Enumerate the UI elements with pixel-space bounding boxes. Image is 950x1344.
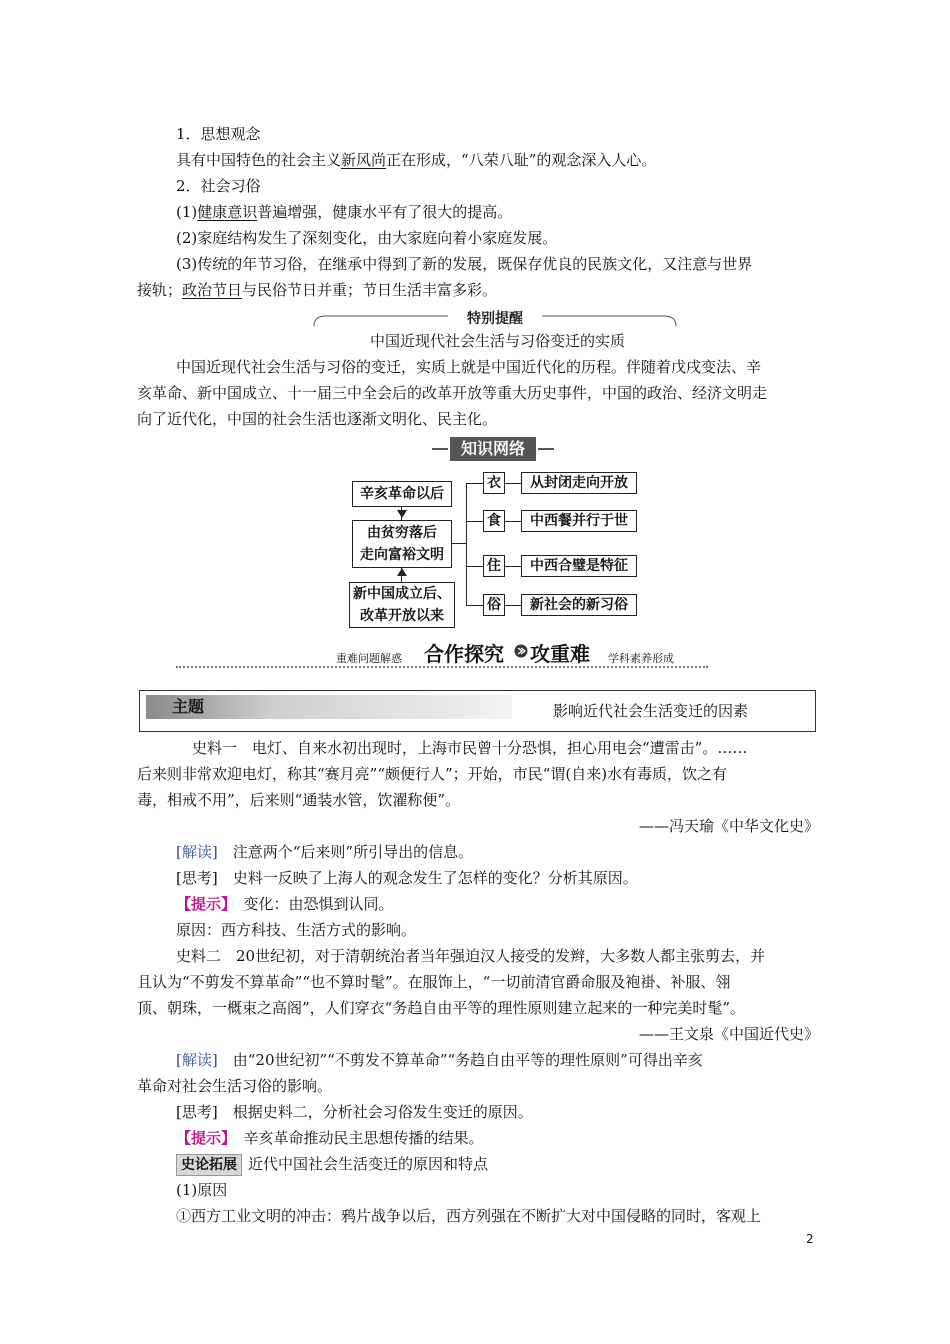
extension-title: 近代中国社会生活变迁的原因和特点 (248, 1155, 489, 1173)
banner-main-2: 攻重难 (530, 642, 590, 666)
reading-tag: [解读] (176, 843, 218, 861)
tip-line1: 中国近现代社会生活与习俗的变迁，实质上就是中国近代化的历程。伴随着戊戌变法、辛 (176, 358, 762, 376)
material2-line2: 且认为“不剪发不算革命”“也不算时髦”。在服饰上，“一切前清官爵命服及袍褂、补服、翎 (137, 973, 731, 991)
material2-line3: 顶、朝珠，一概束之高阁”，人们穿衣“务趋自由平等的理性原则建立起来的一种完美时髦”。 (137, 999, 746, 1017)
banner-line (432, 448, 448, 450)
connector-line (505, 521, 521, 522)
connector-line (466, 566, 483, 567)
reading-tag: [解读] (176, 1051, 218, 1069)
topic-label: 主题 (146, 695, 512, 719)
connector-line (466, 483, 467, 605)
think-text: 根据史料二，分析社会习俗发生变迁的原因。 (232, 1103, 533, 1121)
desc-clothing: 从封闭走向开放 (521, 472, 637, 494)
item-festival-line1: (3)传统的年节习俗，在继承中得到了新的发展，既保存优良的民族文化，又注意与世界 (176, 255, 753, 273)
banner-right-small: 学科素养形成 (608, 652, 674, 665)
node-after-revolution: 辛亥革命以后 (352, 481, 452, 507)
node-line: 改革开放以来 (360, 608, 444, 624)
category-housing: 住 (483, 555, 505, 577)
material1-reading (176, 839, 858, 865)
connector-line (452, 543, 466, 544)
hint-text: 变化：由恐惧到认同。 (243, 895, 394, 913)
connector-line (505, 605, 521, 606)
desc-food: 中西餐并行于世 (521, 510, 637, 532)
node-line: 由贫穷落后 (367, 525, 437, 541)
text: 具有中国特色的社会主义 (176, 151, 342, 169)
material1-line3: 毒，相戒不用”，后来则“通装水管，饮濯称便”。 (137, 791, 461, 809)
paragraph-new-trend (176, 147, 858, 173)
tip-title: 特别提醒 (448, 308, 542, 328)
node-new-china-reform (349, 582, 455, 628)
connector-line (466, 483, 483, 484)
text: 正在形成，“八荣八耻”的观念深入人心。 (386, 151, 657, 169)
material1-line2: 后来则非常欢迎电灯，称其“赛月亮”“颇便行人”；开始，市民“谓(自来)水有毒质，饮之有 (137, 765, 728, 783)
material2-reading-line2: 革命对社会生活习俗的影响。 (137, 1077, 333, 1095)
extension-heading (176, 1151, 858, 1177)
text: 与民俗节日并重；节日生活丰富多彩。 (242, 281, 498, 299)
node-line: 新中国成立后、 (353, 586, 451, 602)
tip-banner (312, 310, 678, 328)
banner-left-small: 重难问题解惑 (336, 652, 402, 665)
knowledge-network-title: 知识网络 (450, 437, 536, 461)
node-poverty-to-prosperity (352, 520, 452, 568)
material1-reason: 原因：西方科技、生活方式的影响。 (176, 921, 417, 939)
connector-line (505, 566, 521, 567)
text: 普遍增强，健康水平有了很大的提高。 (257, 203, 513, 221)
desc-customs: 新社会的新习俗 (521, 594, 637, 616)
category-customs: 俗 (483, 594, 505, 616)
underlined-term: 政治节日 (182, 281, 243, 299)
connector-line (466, 521, 483, 522)
heading-customs: 2．社会习俗 (176, 177, 261, 195)
extension-line1: ①西方工业文明的冲击：鸦片战争以后，西方列强在不断扩大对中国侵略的同时，客观上 (176, 1207, 762, 1225)
hint-tag: 【提示】 (176, 895, 229, 913)
arrow-up-icon (397, 568, 407, 576)
material2-source: ——王文泉《中国近代史》 (638, 1025, 819, 1043)
material2-line1: 史料二 20世纪初，对于清朝统治者当年强迫汉人接受的发辫，大多数人都主张剪去，并 (176, 947, 766, 965)
page-number: 2 (806, 1232, 814, 1246)
material1-hint (176, 891, 858, 917)
material2-hint (176, 1125, 858, 1151)
item-family: (2)家庭结构发生了深刻变化，由大家庭向着小家庭发展。 (176, 229, 558, 247)
tip-line3: 向了近代化，中国的社会生活也逐渐文明化、民主化。 (137, 410, 498, 428)
desc-housing: 中西合璧是特征 (521, 555, 637, 577)
banner-dotted-line (176, 666, 708, 668)
think-tag: [思考] (176, 869, 218, 887)
item-health (176, 199, 858, 225)
extension-tag: 史论拓展 (176, 1154, 242, 1176)
material2-reading (176, 1047, 858, 1073)
underlined-term: 健康意识 (197, 203, 258, 221)
arrow-down-icon (397, 510, 407, 518)
double-arrow-icon (514, 644, 528, 658)
think-text: 史料一反映了上海人的观念发生了怎样的变化？分析其原因。 (232, 869, 638, 887)
banner-line (538, 448, 554, 450)
connector-line (466, 605, 483, 606)
topic-text: 影响近代社会生活变迁的因素 (553, 702, 749, 720)
material1-line1: 史料一 电灯、自来水初出现时，上海市民曾十分恐惧，担心用电会“遭雷击”。…… (192, 739, 748, 757)
category-food: 食 (483, 510, 505, 532)
hint-text: 辛亥革命推动民主思想传播的结果。 (243, 1129, 484, 1147)
topic-bar (139, 690, 816, 732)
heading-thoughts: 1．思想观念 (176, 125, 261, 143)
category-clothing: 衣 (483, 472, 505, 494)
text: 接轨； (137, 281, 183, 299)
item-festival-line2 (137, 277, 819, 303)
text: (1) (176, 203, 198, 221)
knowledge-network-banner (432, 437, 554, 461)
extension-cause-heading: (1)原因 (176, 1181, 228, 1199)
material2-think (176, 1099, 858, 1125)
connector-line (505, 483, 521, 484)
think-tag: [思考] (176, 1103, 218, 1121)
section-banner (176, 638, 708, 668)
material1-source: ——冯天瑜《中华文化史》 (638, 817, 819, 835)
reading-text: 由“20世纪初”“不剪发不算革命”“务趋自由平等的理性原则”可得出辛亥 (232, 1051, 703, 1069)
banner-main-1: 合作探究 (424, 642, 504, 666)
tip-line2: 亥革命、新中国成立、十一届三中全会后的改革开放等重大历史事件，中国的政治、经济文明走 (137, 384, 768, 402)
underlined-term: 新风尚 (341, 151, 387, 169)
node-line: 走向富裕文明 (360, 547, 444, 563)
tip-subtitle: 中国近现代社会生活与习俗变迁的实质 (370, 332, 626, 350)
reading-text: 注意两个“后来则”所引导出的信息。 (232, 843, 474, 861)
hint-tag: 【提示】 (176, 1129, 229, 1147)
material1-think (176, 865, 858, 891)
